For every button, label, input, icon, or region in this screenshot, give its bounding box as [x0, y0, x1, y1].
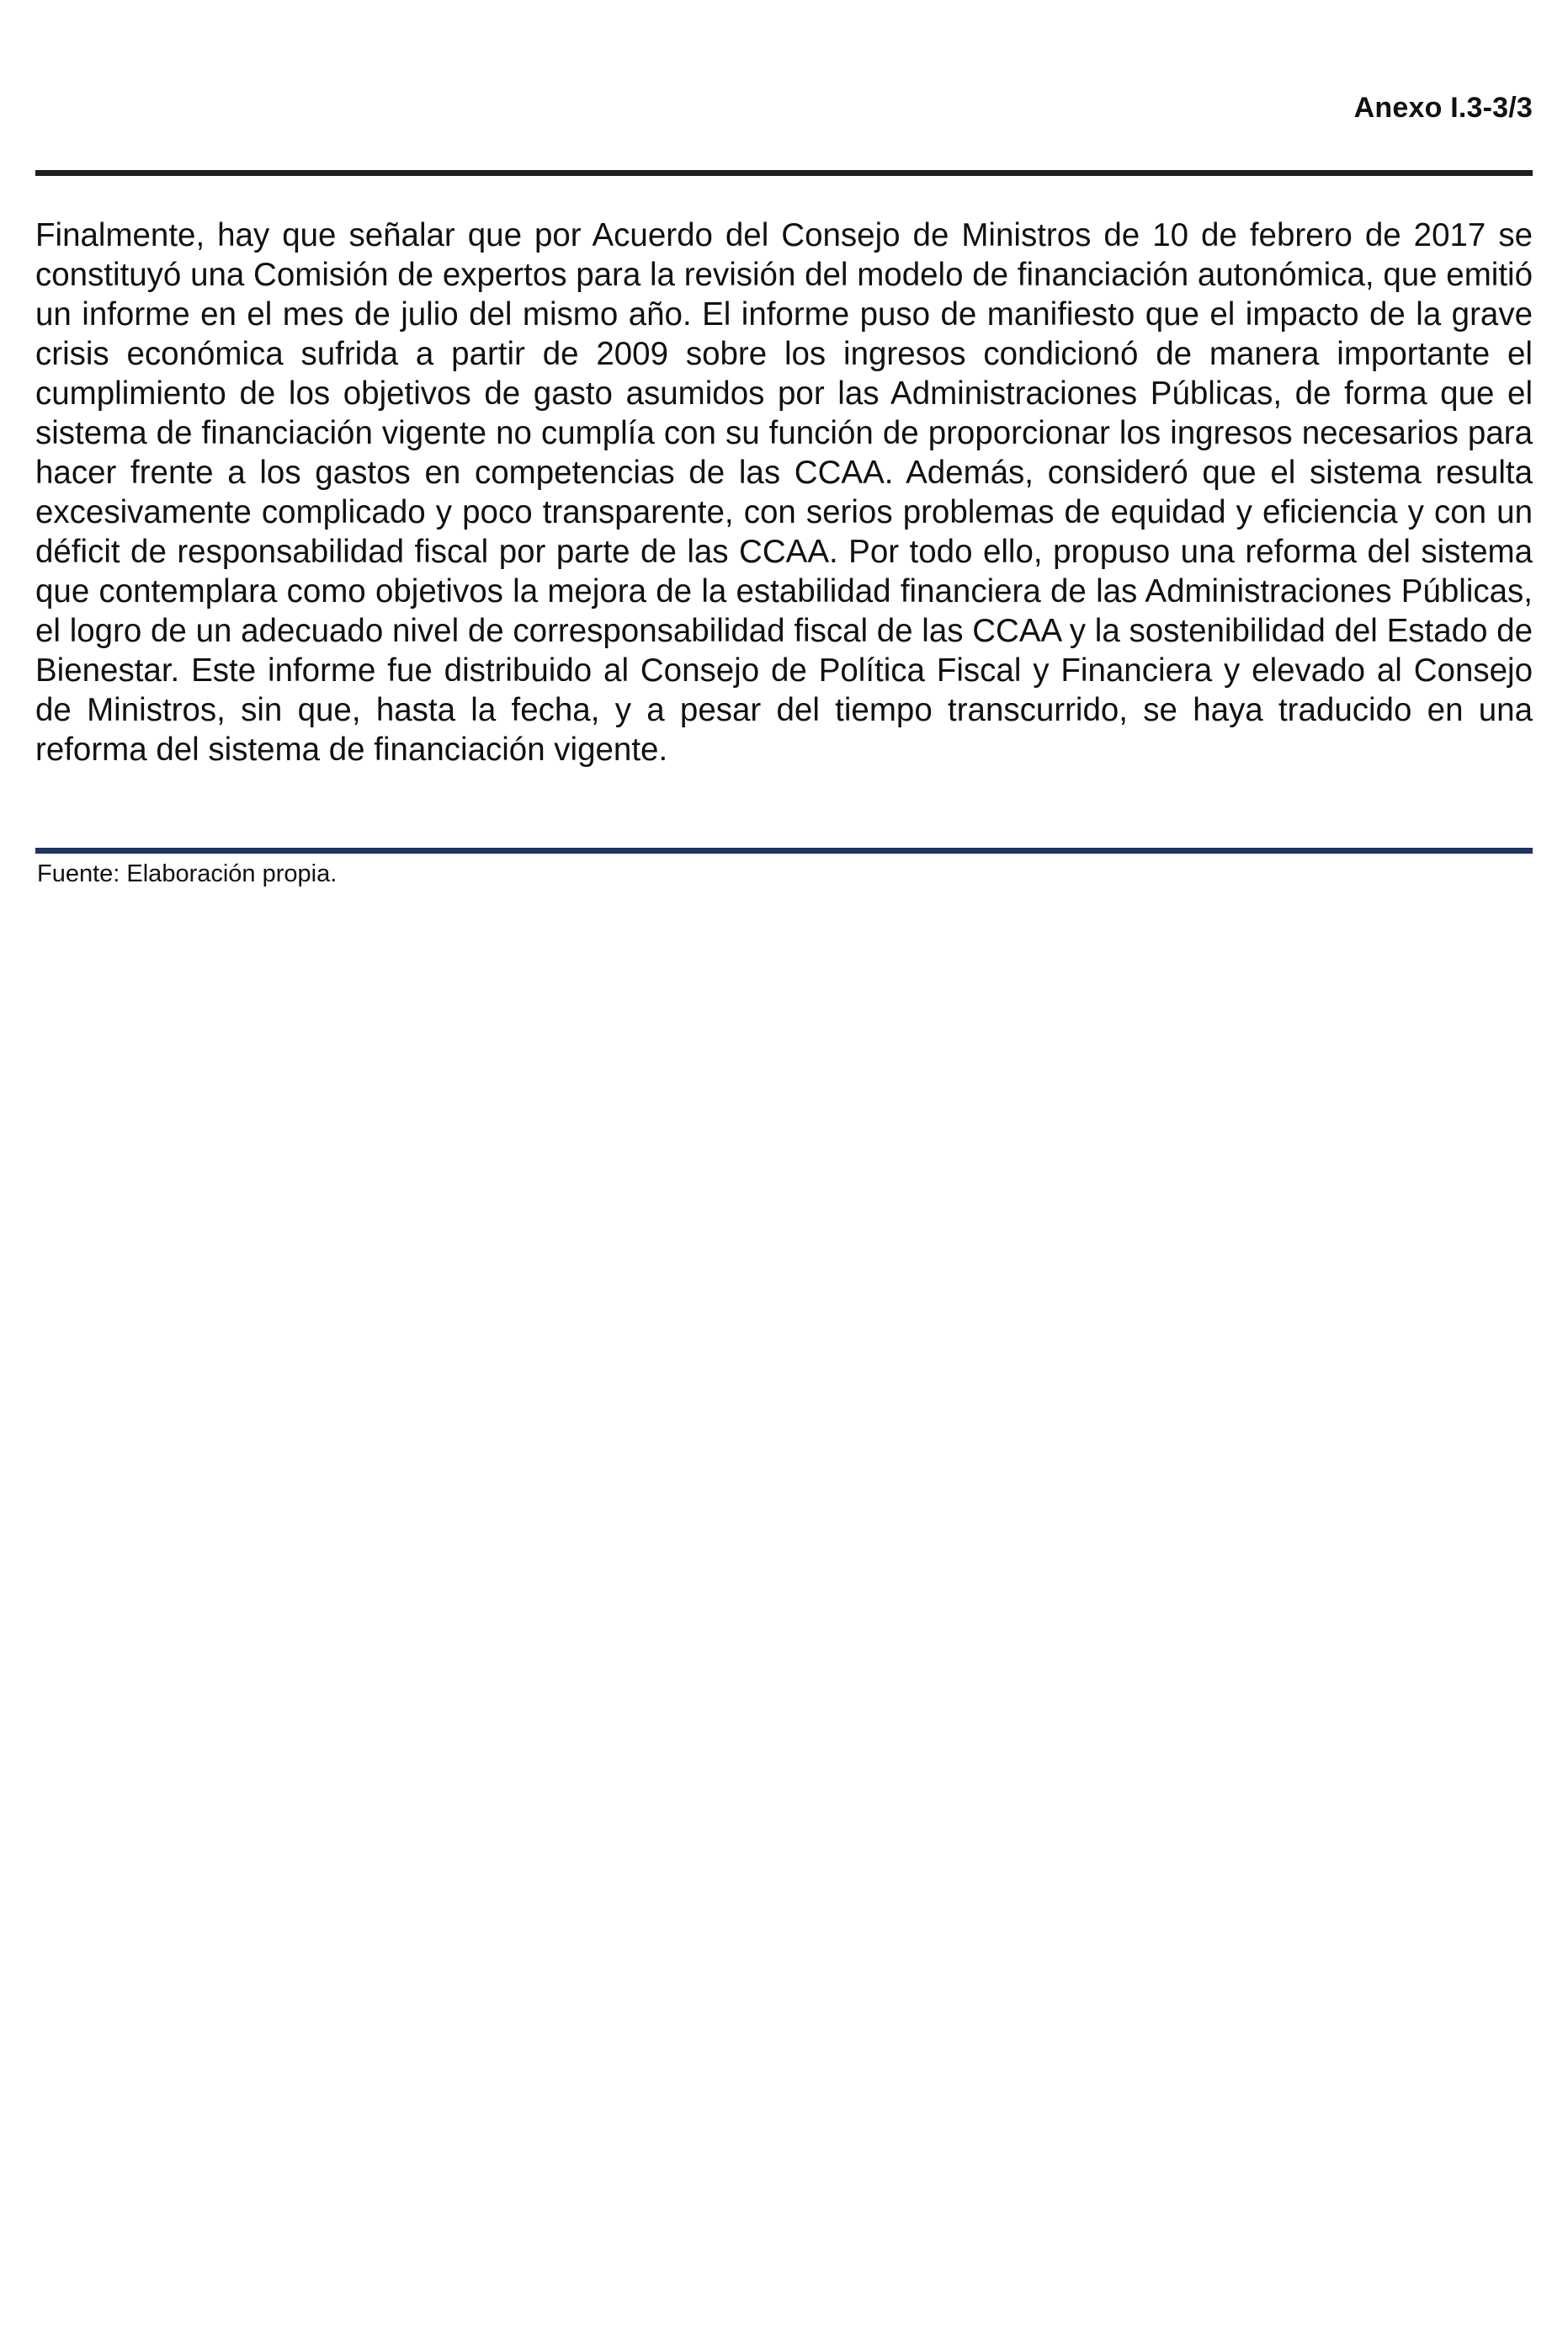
body-paragraph: Finalmente, hay que señalar que por Acuerdo del Consejo de Ministros de 10 de febrero de 2017 se constituyó una Comisión de expertos para la revisión del modelo de financiación autonómica, que emitió un informe en el mes de julio del mismo año. El informe puso de manifiesto que el impacto de la grave crisis económica sufrida a partir de 2009 sobre los ingresos condicionó de manera importante el cumplimiento de los objetivos de gasto asumidos por las Administraciones Públicas, de forma que el sistema de financiación vigente no cumplía con su función de proporcionar los ingresos necesarios para hacer frente a los gastos en competencias de las CCAA. Además, consideró que el sistema resulta excesivamente complicado y poco transparente, con serios problemas de equidad y eficiencia y con un déficit de responsabilidad fiscal por parte de las CCAA. Por todo ello, propuso una reforma del sistema que contemplara como objetivos la mejora de la estabilidad financiera de las Administraciones Públicas, el logro de un adecuado nivel de corresponsabilidad fiscal de las CCAA y la sostenibilidad del Estado de Bienestar. Este informe fue distribuido al Consejo de Política Fiscal y Financiera y elevado al Consejo de Ministros, sin que, hasta la fecha, y a pesar del tiempo transcurrido, se haya traducido en una reforma del sistema de financiación vigente. — [35, 217, 1533, 768]
bottom-divider — [35, 848, 1533, 854]
annex-label: Anexo I.3-3/3 — [1353, 92, 1533, 124]
source-note: Fuente: Elaboración propia. — [37, 860, 338, 887]
top-divider — [35, 170, 1533, 176]
